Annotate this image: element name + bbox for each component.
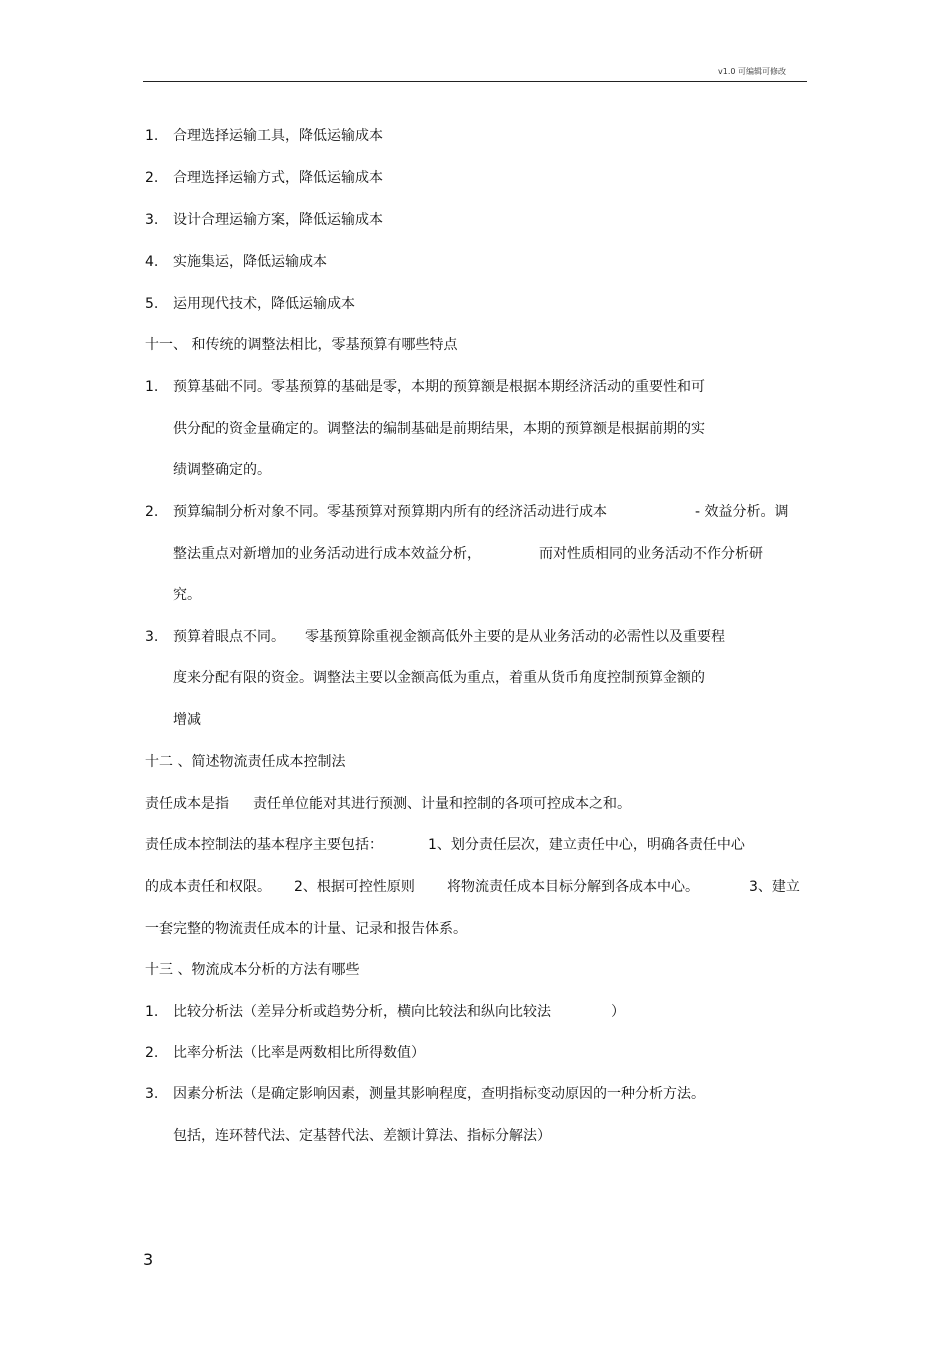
list-number: 3. [145,629,159,645]
list-number: 4. [145,254,159,270]
paragraph-text: 3、建立 [749,879,800,895]
list-number: 3. [145,212,159,228]
list-text: 运用现代技术，降低运输成本 [173,296,355,312]
list-number: 1. [145,379,159,395]
list-number: 5. [145,296,159,312]
list-text: - 效益分析。调 [695,504,789,520]
list-text-continued: 度来分配有限的资金。调整法主要以金额高低为重点，着重从货币角度控制预算金额的 [173,670,705,686]
paragraph-text: 将物流责任成本目标分解到各成本中心。 [447,879,699,895]
paragraph-text: 的成本责任和权限。 [145,879,271,895]
list-text-continued: 绩调整确定的。 [173,462,271,478]
version-tag: v1.0 可编辑可修改 [718,67,786,76]
list-text: 预算着眼点不同。 [173,629,285,645]
list-number: 1. [145,128,159,144]
paragraph-line: 一套完整的物流责任成本的计量、记录和报告体系。 [145,921,467,937]
list-text: 合理选择运输方式，降低运输成本 [173,170,383,186]
list-text: 预算编制分析对象不同。零基预算对预算期内所有的经济活动进行成本 [173,504,607,520]
list-number: 2. [145,170,159,186]
section-heading: 十三 、物流成本分析的方法有哪些 [145,962,360,978]
list-text: 整法重点对新增加的业务活动进行成本效益分析， [173,546,481,562]
list-text-continued: 究。 [173,587,201,603]
list-text: 比较分析法（差异分析或趋势分析，横向比较法和纵向比较法 [173,1004,551,1020]
list-text: 比率分析法（比率是两数相比所得数值） [173,1045,425,1061]
paragraph-text: 责任成本是指 [145,796,229,812]
list-text: 零基预算除重视金额高低外主要的是从业务活动的必需性以及重要程 [305,629,725,645]
list-text: 实施集运，降低运输成本 [173,254,327,270]
header-rule [143,81,807,82]
paragraph-text: 1、划分责任层次，建立责任中心，明确各责任中心 [428,837,745,853]
list-text-continued: 增减 [173,712,201,728]
list-number: 3. [145,1086,159,1102]
page-number: 3 [143,1250,154,1269]
list-number: 2. [145,1045,159,1061]
list-text: ） [611,1004,625,1020]
paragraph-text: 责任单位能对其进行预测、计量和控制的各项可控成本之和。 [253,796,631,812]
list-text: 预算基础不同。零基预算的基础是零，本期的预算额是根据本期经济活动的重要性和可 [173,379,705,395]
list-text-continued: 包括，连环替代法、定基替代法、差额计算法、指标分解法） [173,1128,551,1144]
list-number: 2. [145,504,159,520]
list-text: 合理选择运输工具，降低运输成本 [173,128,383,144]
paragraph-text: 责任成本控制法的基本程序主要包括： [145,837,383,853]
section-heading: 十一、 和传统的调整法相比，零基预算有哪些特点 [145,337,458,353]
list-text-continued: 供分配的资金量确定的。调整法的编制基础是前期结果，本期的预算额是根据前期的实 [173,421,705,437]
paragraph-text: 2、根据可控性原则 [294,879,415,895]
list-text: 而对性质相同的业务活动不作分析研 [539,546,763,562]
list-number: 1. [145,1004,159,1020]
section-heading: 十二 、简述物流责任成本控制法 [145,754,346,770]
list-text: 设计合理运输方案，降低运输成本 [173,212,383,228]
list-text: 因素分析法（是确定影响因素，测量其影响程度，查明指标变动原因的一种分析方法。 [173,1086,705,1102]
